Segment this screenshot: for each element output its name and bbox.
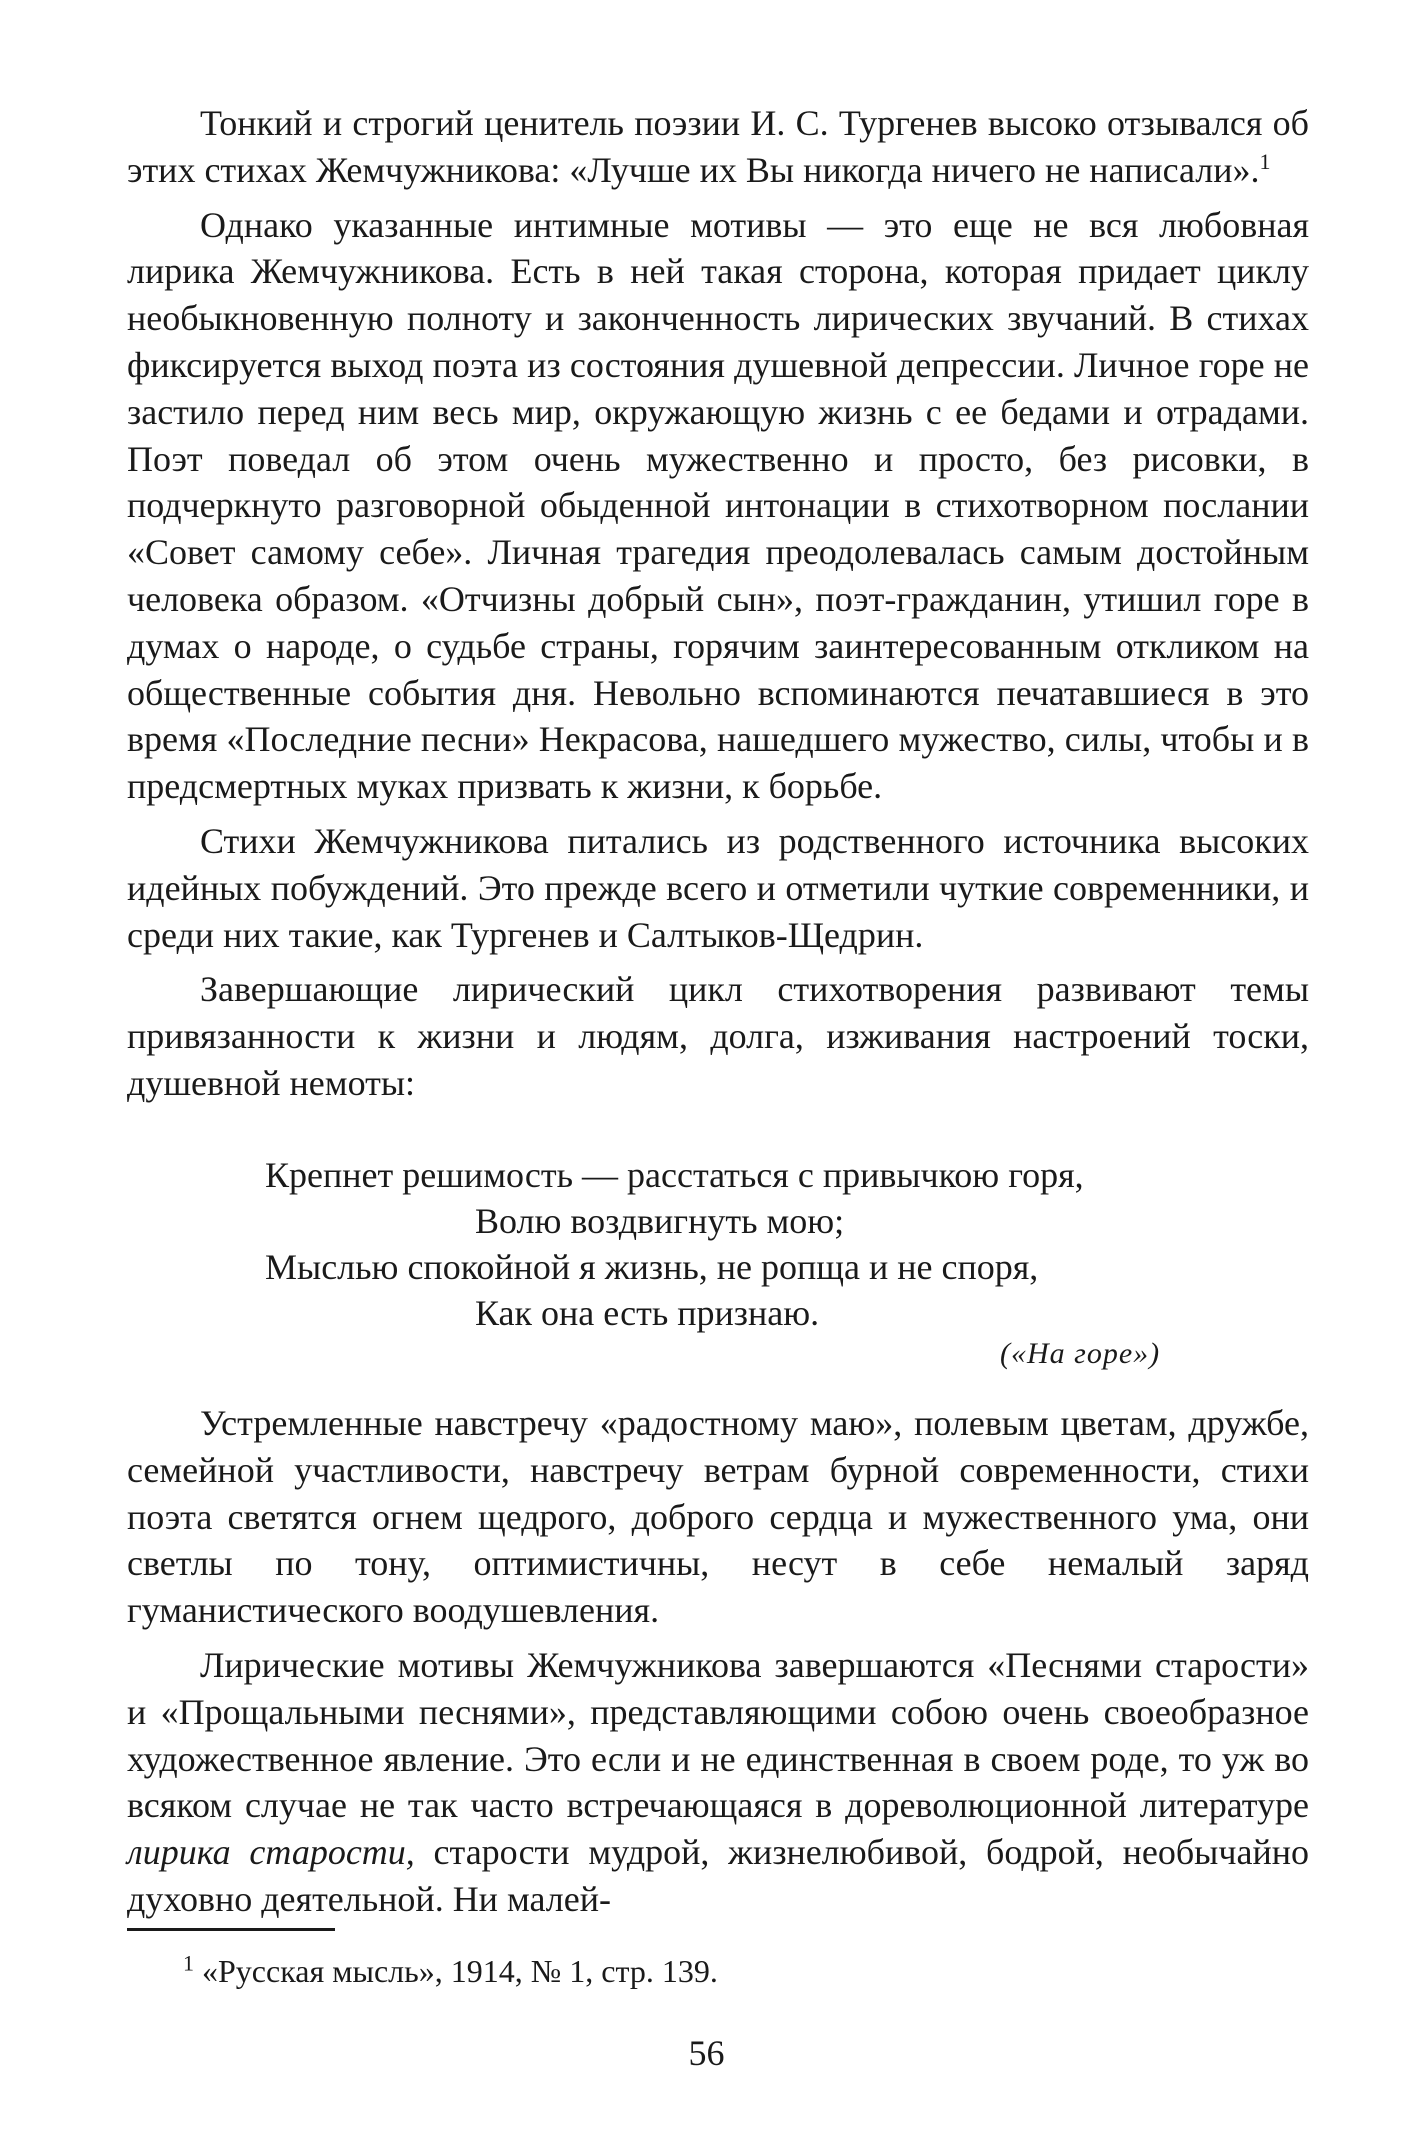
paragraph-text: Стихи Жемчужникова питались из родственного источника высоких идейных побуждений. Это прежде всего и отметили чуткие современники, и среди них такие, как Тургенев и Салтыков-Щедрин. xyxy=(127,820,1309,955)
verse-source: («На горе») xyxy=(1000,1337,1161,1370)
emphasis-text: лирика старости, xyxy=(127,1832,415,1873)
paragraph xyxy=(127,202,1309,810)
page-number: 56 xyxy=(688,2033,725,2073)
footnote-text: «Русская мысль», 1914, № 1, стр. 139. xyxy=(202,1953,718,1989)
main-text-bottom xyxy=(127,1400,1309,1931)
verse-line: Крепнет решимость — расстаться с привычкою горя, xyxy=(265,1155,1084,1195)
paragraph-text: Устремленные навстречу «радостному маю», полевым цветам, дружбе, семейной участливости, навстречу ветрам бурной современности, стихи поэта светятся огнем щедрого, доброго сердца и мужественного ума, они светлы по тону, оптимистичны, несут в себе немалый заряд гуманистического воодушевления. xyxy=(127,1403,1309,1631)
paragraph xyxy=(127,100,1309,194)
paragraph xyxy=(127,818,1309,958)
footnote-marker: 1 xyxy=(183,1950,194,1976)
verse-line: Как она есть признаю. xyxy=(475,1293,820,1333)
footnote-reference: 1 xyxy=(1259,148,1271,174)
verse-quote xyxy=(265,1152,1205,1336)
paragraph-text: Тонкий и строгий ценитель поэзии И. С. Тургенев высоко отзывался об этих стихах Жемчужникова: «Лучше их Вы никогда ничего не написали». xyxy=(127,103,1309,190)
paragraph-text: старости мудрой, жизнелюбивой, бодрой, необычайно духовно деятельной. Ни малей- xyxy=(127,1832,1309,1919)
footnote xyxy=(183,1950,718,1992)
footnote-divider xyxy=(127,1928,335,1931)
verse-line: Волю воздвигнуть мою; xyxy=(475,1201,845,1241)
paragraph-text: Завершающие лирический цикл стихотворения развивают темы привязанности к жизни и людям, долга, изживания настроений тоски, душевной немоты: xyxy=(127,969,1309,1103)
paragraph xyxy=(127,1400,1309,1634)
main-text-top xyxy=(127,100,1309,1115)
paragraph-text: Лирические мотивы Жемчужникова завершаются «Песнями старости» и «Прощальными песнями», представляющими собою очень своеобразное художественное явление. Это если и не единственная в своем роде, то уж во всяком случае не так часто встречающаяся в дореволюционной литературе xyxy=(127,1644,1309,1826)
paragraph xyxy=(127,966,1309,1106)
paragraph xyxy=(127,1642,1309,1923)
verse-line: Мыслью спокойной я жизнь, не ропща и не споря, xyxy=(265,1247,1039,1287)
paragraph-text: Однако указанные интимные мотивы — это еще не вся любовная лирика Жемчужникова. Есть в ней такая сторона, которая придает циклу необыкновенную полноту и законченность лирических звучаний. В стихах фиксируется выход поэта из состояния душевной депрессии. Личное горе не застило перед ним весь мир, окружающую жизнь с ее бедами и отрадами. Поэт поведал об этом очень мужественно и просто, без рисовки, в подчеркнуто разговорной обыденной интонации в стихотворном послании «Совет самому себе». Личная трагедия преодолевалась самым достойным человека образом. «Отчизны добрый сын», поэт-гражданин, утишил горе в думах о народе, о судьбе страны, горячим заинтересованным откликом на общественные события дня. Невольно вспоминаются печатавшиеся в это время «Последние песни» Некрасова, нашедшего мужество, силы, чтобы и в предсмертных муках призвать к жизни, к борьбе. xyxy=(127,204,1309,807)
